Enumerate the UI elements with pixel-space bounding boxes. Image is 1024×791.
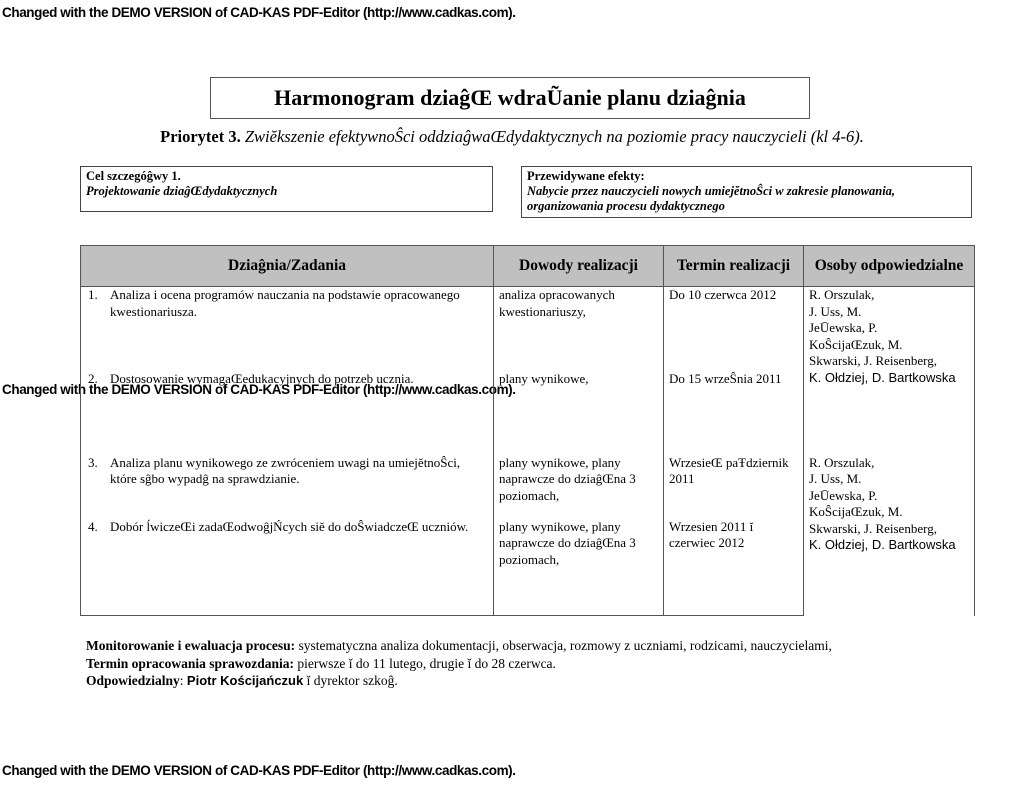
task-text: Analiza planu wynikowego ze zwróceniem uwagi na umiejĕtnoŜci, które sĝbo wypadĝ na sprawdzianie. [110, 454, 461, 486]
document-title: Harmonogram dziaĝŒ wdraŨanie planu dziaĝnia [274, 85, 746, 110]
deadline-cell: WrzesieŒ paŦdziernik 2011 [664, 455, 804, 519]
person-line: Skwarski, J. Reisenberg, [809, 520, 937, 536]
person-line: JeŪewska, P. [809, 487, 878, 503]
deadline-cell: Wrzesien 2011 ĭ czerwiec 2012 [664, 519, 804, 616]
monitoring-text: systematyczna analiza dokumentacji, obserwacja, rozmowy z uczniami, rodzicami, nauczycielami, [295, 638, 832, 653]
task-cell [81, 519, 494, 616]
task-number: 3. [88, 454, 98, 470]
report-deadline-text: pierwsze ĭ do 11 lutego, drugie ĭ do 28 czerwca. [294, 655, 556, 671]
goal-text: Projektowanie dziaĝŒdydaktycznych [86, 184, 278, 198]
monitoring-line [86, 637, 832, 655]
task-number: 2. [88, 370, 98, 386]
watermark-bottom: Changed with the DEMO VERSION of CAD-KAS PDF-Editor (http://www.cadkas.com). [2, 763, 516, 778]
task-cell [81, 455, 494, 519]
responsible-label: Odpowiedzialny [86, 673, 180, 688]
header-tasks: Dziaĝnia/Zadania [81, 246, 494, 287]
header-deadline: Termin realizacji [664, 246, 804, 287]
watermark-top: Changed with the DEMO VERSION of CAD-KAS PDF-Editor (http://www.cadkas.com). [2, 5, 516, 20]
effects-box [521, 166, 972, 218]
header-responsible: Osoby odpowiedzialne [804, 246, 975, 287]
task-cell [81, 287, 494, 371]
report-deadline-line [86, 655, 832, 673]
responsible-colon: : [179, 673, 187, 688]
task-cell [81, 371, 494, 455]
person-line: JeŪewska, P. [809, 320, 878, 335]
table-row [81, 455, 975, 519]
person-line: J. Uss, M. [809, 471, 862, 486]
priority-label: Priorytet 3. [160, 127, 241, 146]
footer-notes [86, 637, 832, 690]
task-text: Analiza i ocena programów nauczania na podstawie opracowanego kwestionariusza. [110, 287, 460, 319]
person-line: KoŜcijaŒzuk, M. [809, 504, 903, 519]
person-line: J. Uss, M. [809, 303, 862, 319]
priority-text: Zwiĕkszenie efektywnoŜci oddziaĝwaŒdydaktycznych na poziomie pracy nauczycieli (kl 4-6). [244, 127, 864, 146]
responsible-cell [804, 287, 975, 455]
goal-box [80, 166, 493, 212]
report-deadline-label: Termin opracowania sprawozdania: [86, 655, 295, 671]
deadline-cell: Do 15 wrzeŜnia 2011 [664, 371, 804, 455]
responsible-cell [804, 455, 975, 616]
deadline-cell: Do 10 czerwca 2012 [664, 287, 804, 371]
header-evidence: Dowody realizacji [494, 246, 664, 287]
person-line: R. Orszulak, [809, 287, 875, 302]
evidence-cell: plany wynikowe, [494, 371, 664, 455]
watermark-middle: Changed with the DEMO VERSION of CAD-KAS PDF-Editor (http://www.cadkas.com). [2, 382, 516, 397]
effects-text: Nabycie przez nauczycieli nowych umiejĕtnoŜci w zakresie planowania, organizowania procesu dydaktycznego [527, 184, 896, 213]
evidence-cell: plany wynikowe, plany naprawcze do dziaĝŒna 3 poziomach, [494, 519, 664, 616]
responsible-rest: ĭ dyrektor szkoĝ. [303, 673, 398, 688]
evidence-cell: analiza opracowanych kwestionariuszy, [494, 287, 664, 371]
table-row [81, 287, 975, 371]
task-text: Dobór ĺwiczeŒi zadaŒodwoĝjŃcych siĕ do doŜwiadczeŒ uczniów. [110, 518, 469, 534]
monitoring-label: Monitorowanie i ewaluacja procesu: [86, 638, 296, 653]
responsible-line [86, 672, 832, 690]
priority-line [0, 127, 1024, 147]
person-line: R. Orszulak, [809, 454, 875, 470]
schedule-table [80, 245, 975, 616]
person-line: K. Ołdziej, D. Bartkowska [809, 369, 956, 385]
person-line: KoŜcijaŒzuk, M. [809, 336, 903, 352]
goal-heading: Cel szczegóĝwy 1. [86, 169, 181, 183]
effects-heading: Przewidywane efekty: [527, 169, 645, 183]
title-box [210, 77, 810, 119]
evidence-cell: plany wynikowe, plany naprawcze do dziaĝŒna 3 poziomach, [494, 455, 664, 519]
task-text: Dostosowanie wymagaŒedukacyjnych do potrzeb ucznia. [110, 370, 414, 386]
task-number: 4. [88, 518, 98, 534]
person-line: K. Ołdziej, D. Bartkowska [809, 537, 956, 552]
task-number: 1. [88, 287, 98, 302]
table-header-row [81, 246, 975, 287]
responsible-name: Piotr Kościjańczuk [186, 673, 304, 688]
person-line: Skwarski, J. Reisenberg, [809, 353, 937, 368]
